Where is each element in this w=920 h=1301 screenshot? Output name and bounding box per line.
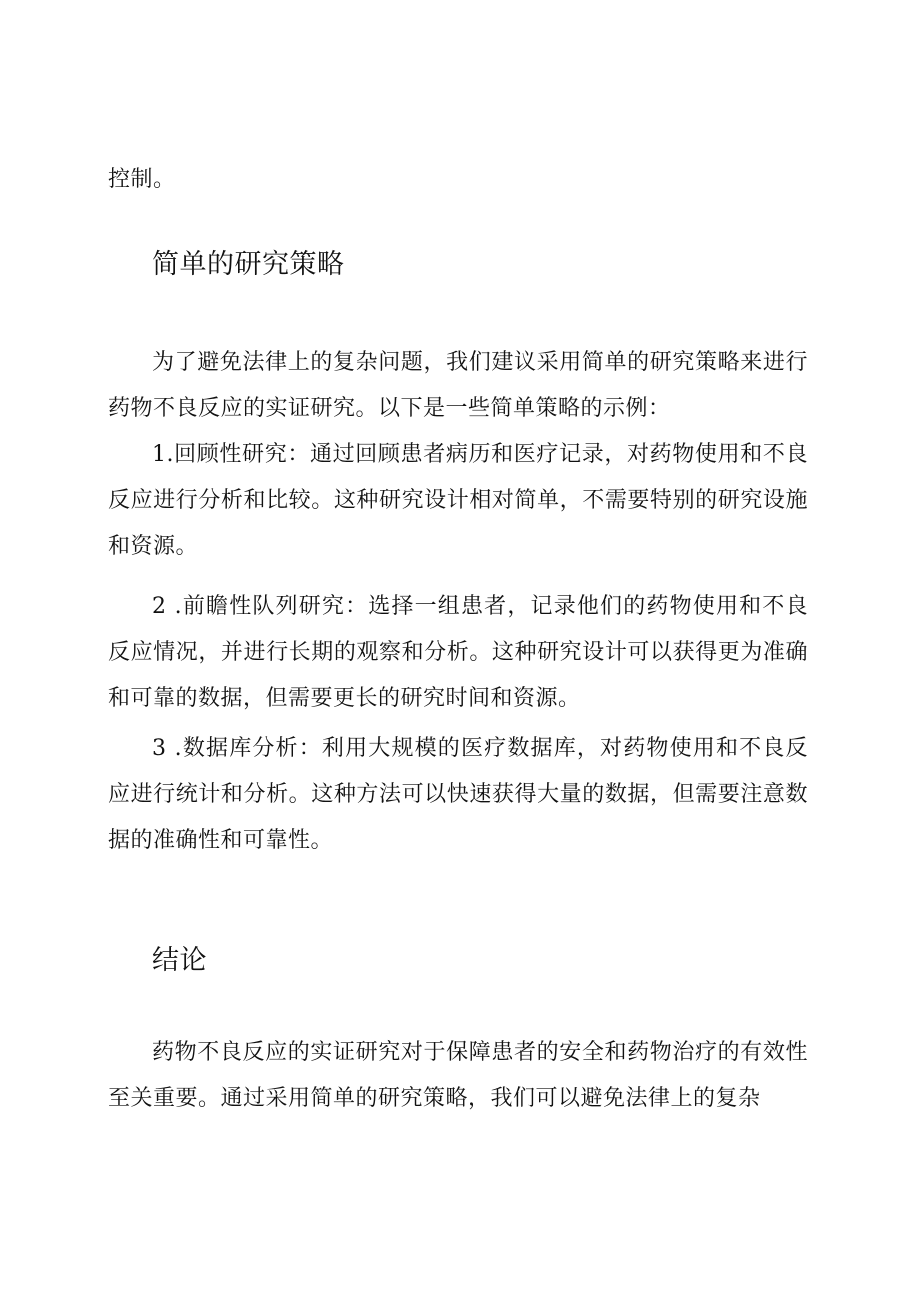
list-item-prospective: 2 .前瞻性队列研究：选择一组患者，记录他们的药物使用和不良反应情况，并进行长期的观察和分析。这种研究设计可以获得更为准确和可靠的数据，但需要更长的研究时间和资源。 (108, 594, 808, 711)
section-heading-conclusion: 结论 (152, 945, 207, 976)
list-item-database: 3 .数据库分析：利用大规模的医疗数据库，对药物使用和不良反应进行统计和分析。这种方法可以快速获得大量的数据，但需要注意数据的准确性和可靠性。 (108, 736, 808, 853)
section-heading-strategy: 简单的研究策略 (152, 249, 345, 280)
section-intro-paragraph: 为了避免法律上的复杂问题，我们建议采用简单的研究策略来进行药物不良反应的实证研究。以下是一些简单策略的示例： (108, 350, 808, 421)
conclusion-paragraph: 药物不良反应的实证研究对于保障患者的安全和药物治疗的有效性至关重要。通过采用简单的研究策略，我们可以避免法律上的复杂 (108, 1040, 808, 1111)
continuation-text: 控制。 (108, 167, 176, 192)
list-item-retrospective: 1.回顾性研究：通过回顾患者病历和医疗记录，对药物使用和不良反应进行分析和比较。这种研究设计相对简单，不需要特别的研究设施和资源。 (108, 442, 808, 559)
